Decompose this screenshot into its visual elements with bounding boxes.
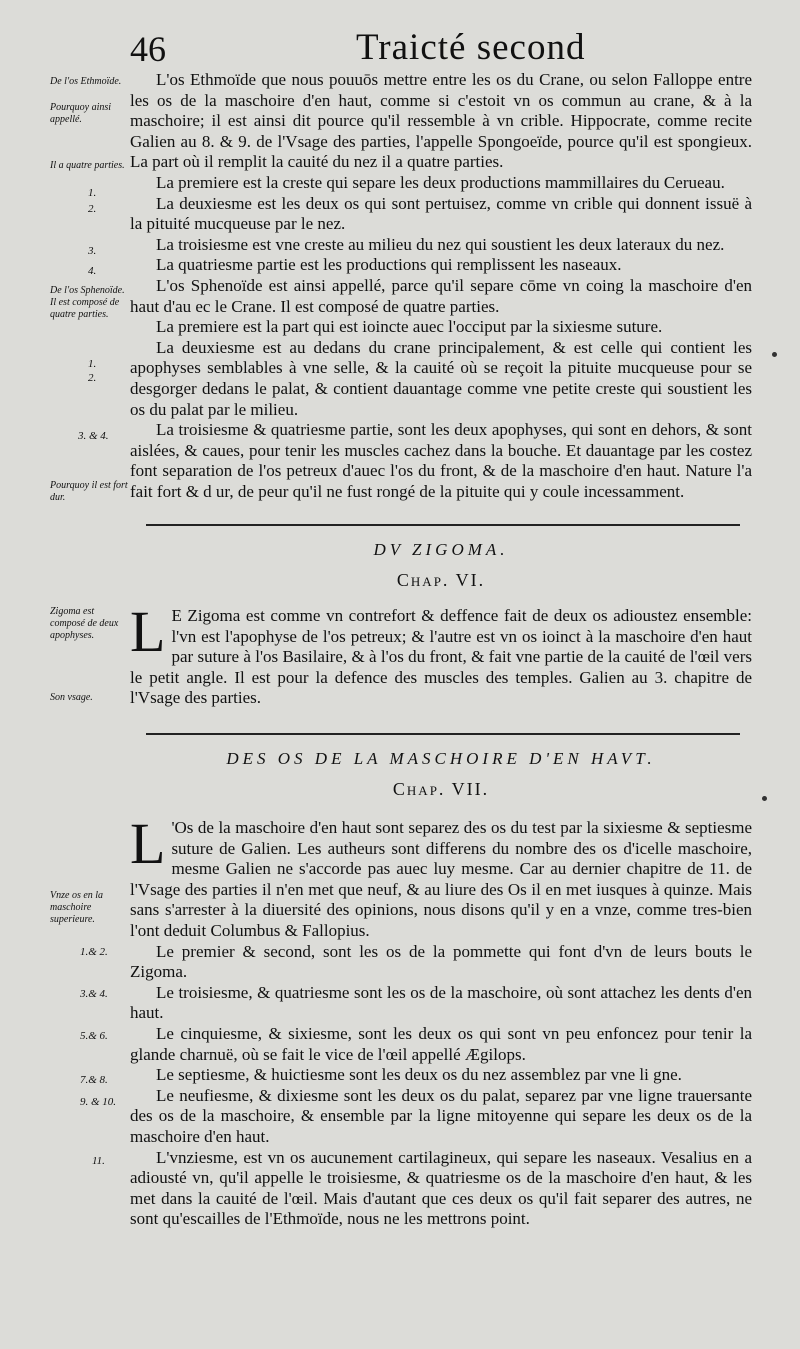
margin-note-fort-dur: Pourquoy il est fort dur.	[50, 480, 128, 503]
numeral: 1.	[88, 187, 97, 199]
paragraph: E Zigoma est comme vn contrefort & deffence fait de deux os adioustez ensemble: l'vn est l'apophyse de l'os petreux; & l'autre est vn os ioinct à la maschoire d'en haut par suture à l'os Basilaire, & à l'os du front, & fait vne partie de la cauité de l'œil vers le petit angle. Il est pour la defence des muscles des temples. Galien au 3. chapitre de l'Vsage des parties.	[130, 606, 752, 708]
paragraph: L'os Sphenoïde est ainsi appellé, parce qu'il separe cōme vn coing la maschoire d'en haut d'au ec le Crane. Il est composé de quatre parties.	[130, 275, 752, 316]
chapter-heading: DES OS DE LA MASCHOIRE D'EN HAVT.	[226, 749, 656, 768]
paragraph: La troisiesme est vne creste au milieu du nez qui soustient les deux lateraux du nez.	[156, 234, 725, 254]
paragraph: La deuxiesme est les deux os qui sont pertuisez, comme vn crible qui donnent issuë à la pituité mucqueuse par le nez.	[130, 193, 752, 234]
numeral: 3.& 4.	[80, 988, 108, 1000]
paragraph: Le neufiesme, & dixiesme sont les deux os du palat, separez par vne ligne trauersante des os de la maschoire, & ensemble par la ligne mitoyenne qui separe les deux os de la maschoire d'en haut.	[130, 1085, 752, 1146]
numeral: 7.& 8.	[80, 1074, 108, 1086]
margin-note-pourquoy: Pourquoy ainsi appellé.	[50, 102, 112, 125]
paragraph: La deuxiesme est au dedans du crane principalement, & est celle qui contient les apophyses semblables à vne selle, & la cauité où se reçoit la pituite mucqueuse pour se desgorger dedans le palat, & contient dauantage comme vne petite creste qui soustient les os du palat par le milieu.	[130, 337, 752, 419]
paragraph: L'os Ethmoïde que nous pouuōs mettre entre les os du Crane, ou selon Falloppe entre les os de la maschoire d'en haut, comme si c'estoit vn os commun au crane, & à la maschoire; il est ainsi dit pource qu'il ressemble à vn crible. Hippocrate, comme recite Galien au 8. & 9. de l'Vsage des parties, l'appelle Spongoeïde, pource qu'il est spongieux. La part où il remplit la cauité du nez il a quatre parties.	[130, 70, 752, 172]
paragraph: 'Os de la maschoire d'en haut sont separez des os du test par la sixiesme & septiesme suture de Galien. Les autheurs sont differens du nombre des os d'icelle maschoire, mesme Galien ne s'accorde pas auec luy mesme. Car au dernier chapitre de 11. de l'Vsage des parties il n'en met que neuf, & au liure des Os il en met iusques à quinze. Mais sans s'arrester à la diuersité des opinions, nous disons qu'il y en a vnze, comme tres-bien l'ont deduit Columbus & Fallopius.	[130, 818, 752, 940]
page-header	[0, 22, 800, 72]
numeral: 4.	[88, 265, 97, 277]
paragraph: La premiere est la part qui est ioincte auec l'occiput par la sixiesme suture.	[156, 317, 663, 337]
paragraph: La troisiesme & quatriesme partie, sont les deux apophyses, qui sont en dehors, & sont aislées, & caues, pour tenir les muscles cachez dans la bouche. Et dauantage par les costez font separation de l'os petreux d'auec l'os du front, & de la maschoire d'en haut. Nature l'a fait fort & d ur, de peur qu'il ne fust rongé de la pituite qui y coule incessamment.	[130, 420, 752, 501]
drop-cap: L	[130, 599, 166, 664]
margin-note-vsage: Son vsage.	[50, 692, 93, 703]
paragraph: La premiere est la creste qui separe les deux productions mammillaires du Cerueau.	[156, 172, 725, 192]
numeral: 2.	[88, 372, 97, 384]
margin-note-vnze-os: Vnze os en la maschoire superieure.	[50, 890, 104, 925]
paragraph: Le troisiesme, & quatriesme sont les os de la maschoire, où sont attachez les dents d'en haut.	[130, 982, 752, 1023]
numeral: 1.& 2.	[80, 946, 108, 958]
paragraph: Le premier & second, sont les os de la pommette qui font d'vn de leurs bouts le Zigoma.	[130, 941, 752, 982]
margin-note-ethmoide: De l'os Ethmoïde.	[50, 76, 122, 87]
drop-cap: L	[130, 811, 166, 876]
running-title: Traicté second	[356, 27, 586, 68]
paper-spot	[762, 796, 767, 801]
numeral: 5.& 6.	[80, 1030, 108, 1042]
section-title-maschoire	[130, 749, 752, 800]
numeral: 2.	[88, 203, 97, 215]
numeral: 3. & 4.	[78, 430, 109, 442]
paragraph: L'vnziesme, est vn os aucunement cartilagineux, qui separe les naseaux. Vesalius en a adiousté vn, qu'il appelle le troisiesme, & quatriesme os de la maschoire d'en haut, & les met dans la cauité de l'œil. Mais d'autant que ces deux os qu'il fait separer des autres, ne sont qu'escailles de l'Ethmoïde, nous ne les mettrons point.	[130, 1147, 752, 1229]
chapter-heading: DV ZIGOMA.	[373, 540, 509, 559]
section-rule	[146, 733, 740, 735]
chapter-number: Chap. VII.	[392, 779, 490, 799]
text-block-zigoma	[130, 599, 752, 709]
paragraph: Le cinquiesme, & sixiesme, sont les deux os qui sont vn peu enfoncez pour tenir la glande charnuë, où se fait le vice de l'œil appellé Ægilops.	[130, 1023, 752, 1064]
numeral: 11.	[92, 1155, 105, 1167]
text-block-maschoire	[130, 811, 752, 1230]
paragraph: Le septiesme, & huictiesme sont les deux os du nez assemblez par vne li gne.	[156, 1065, 682, 1085]
numeral: 3.	[88, 245, 97, 257]
numeral: 9. & 10.	[80, 1096, 117, 1108]
text-block-ethmoide	[130, 70, 752, 502]
section-rule	[146, 524, 740, 526]
margin-note-zigoma: Zigoma est composé de deux apophyses.	[50, 606, 119, 641]
numeral: 1.	[88, 358, 97, 370]
margin-note-quatre-parties: Il a quatre parties.	[50, 160, 125, 171]
margin-note-sphenoide: De l'os Sphenoïde. Il est composé de quatre parties.	[50, 285, 125, 320]
page-number: 46	[130, 29, 166, 69]
chapter-number: Chap. VI.	[396, 570, 486, 590]
section-title-zigoma	[130, 540, 752, 591]
paper-spot	[772, 352, 777, 357]
paragraph: La quatriesme partie est les productions qui remplissent les naseaux.	[156, 255, 622, 275]
